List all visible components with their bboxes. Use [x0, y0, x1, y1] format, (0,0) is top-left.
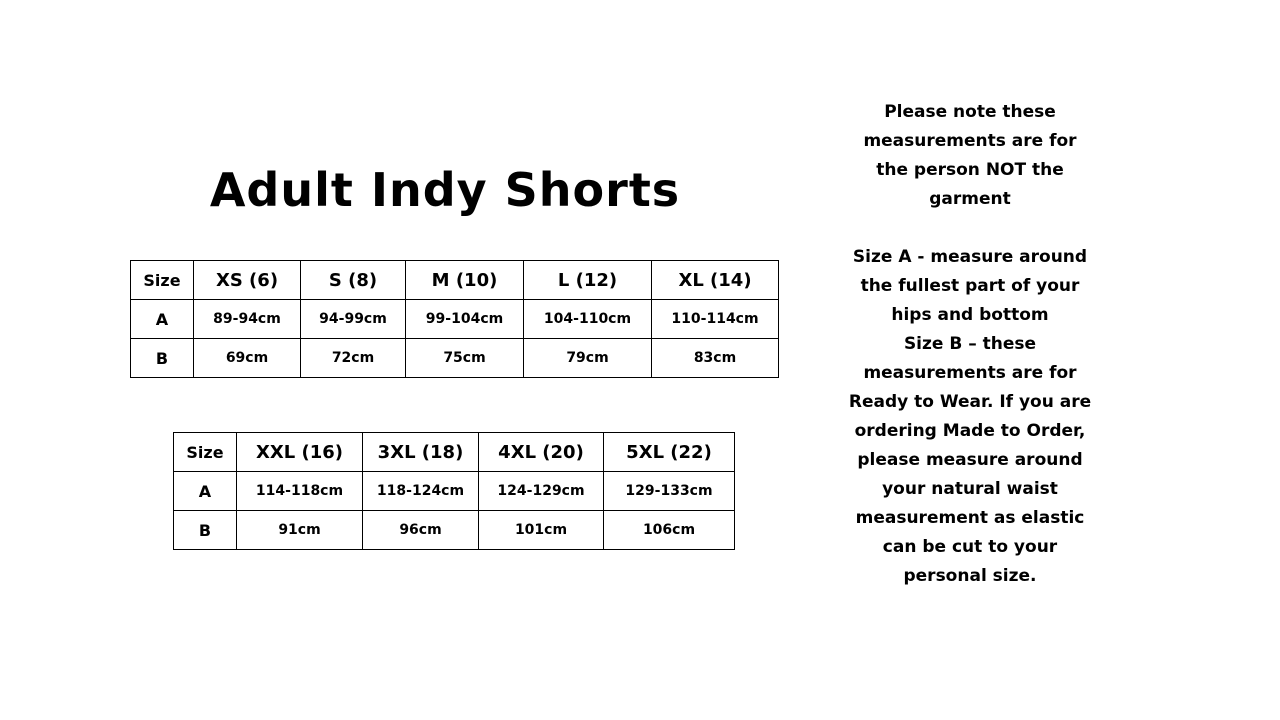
cell-a-xs: 89-94cm: [194, 300, 301, 339]
row-label-b: B: [131, 339, 194, 378]
cell-b-xs: 69cm: [194, 339, 301, 378]
header-5xl: 5XL (22): [604, 433, 735, 472]
cell-b-3xl: 96cm: [363, 511, 479, 550]
cell-a-m: 99-104cm: [406, 300, 524, 339]
header-s: S (8): [301, 261, 406, 300]
cell-b-xxl: 91cm: [237, 511, 363, 550]
measurement-note: [848, 98, 1092, 591]
cell-b-5xl: 106cm: [604, 511, 735, 550]
cell-a-5xl: 129-133cm: [604, 472, 735, 511]
cell-a-s: 94-99cm: [301, 300, 406, 339]
header-m: M (10): [406, 261, 524, 300]
header-xl: XL (14): [652, 261, 779, 300]
note-size-a: Size A - measure around the fullest part of your hips and bottom: [852, 247, 1088, 325]
cell-a-xxl: 114-118cm: [237, 472, 363, 511]
cell-b-m: 75cm: [406, 339, 524, 378]
table-row-a: [131, 300, 779, 339]
size-table-standard: [130, 260, 779, 378]
cell-a-4xl: 124-129cm: [479, 472, 604, 511]
table-header-row: [174, 433, 735, 472]
cell-b-l: 79cm: [524, 339, 652, 378]
cell-a-l: 104-110cm: [524, 300, 652, 339]
note-emphasis: NOT: [985, 160, 1027, 180]
header-l: L (12): [524, 261, 652, 300]
table-row-a: [174, 472, 735, 511]
note-intro-end: the garment: [929, 160, 1064, 209]
cell-b-xl: 83cm: [652, 339, 779, 378]
header-size: Size: [131, 261, 194, 300]
table-row-b: [174, 511, 735, 550]
header-xxl: XXL (16): [237, 433, 363, 472]
cell-b-4xl: 101cm: [479, 511, 604, 550]
header-3xl: 3XL (18): [363, 433, 479, 472]
page-title: Adult Indy Shorts: [209, 163, 681, 217]
cell-a-xl: 110-114cm: [652, 300, 779, 339]
row-label-a: A: [131, 300, 194, 339]
note-spacer: [848, 214, 1092, 243]
row-label-a: A: [174, 472, 237, 511]
header-size: Size: [174, 433, 237, 472]
table-row-b: [131, 339, 779, 378]
header-4xl: 4XL (20): [479, 433, 604, 472]
header-xs: XS (6): [194, 261, 301, 300]
note-intro: [848, 98, 1092, 214]
cell-b-s: 72cm: [301, 339, 406, 378]
note-size-b: Size B – these measurements are for Ready to Wear. If you are ordering Made to Order, please measure around your natural waist measurement as elastic can be cut to your personal size.: [848, 334, 1092, 586]
cell-a-3xl: 118-124cm: [363, 472, 479, 511]
size-table-extended: [173, 432, 735, 550]
row-label-b: B: [174, 511, 237, 550]
table-header-row: [131, 261, 779, 300]
note-intro-text: Please note these measurements are for the person: [863, 102, 1077, 180]
